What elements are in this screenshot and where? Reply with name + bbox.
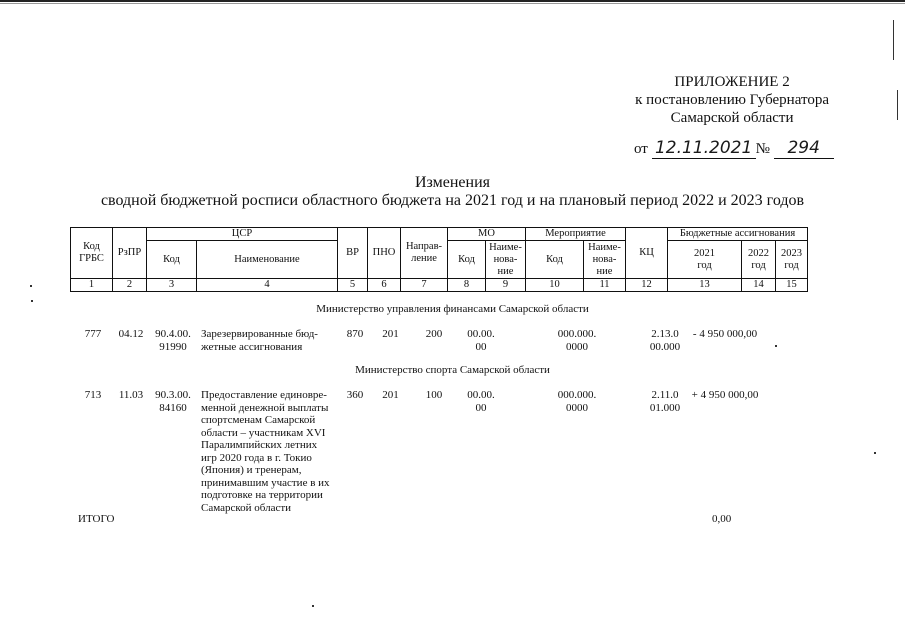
col-number: 7 bbox=[401, 279, 448, 292]
col-mo: МО bbox=[448, 228, 526, 241]
col-number: 8 bbox=[448, 279, 486, 292]
cell-pno: 201 bbox=[382, 389, 399, 401]
cell-vr: 870 bbox=[346, 328, 364, 340]
decree-date-line bbox=[634, 138, 834, 159]
cell-napravlenie: 200 bbox=[425, 328, 443, 340]
budget-table-header bbox=[70, 227, 808, 292]
cell-rzpr: 04.12 bbox=[118, 328, 144, 340]
handwritten-date: 12.11.2021 bbox=[652, 138, 756, 159]
col-mo-kod: Код bbox=[448, 241, 486, 279]
col-kc: КЦ bbox=[626, 228, 668, 279]
col-csr: ЦСР bbox=[147, 228, 338, 241]
scan-artifact bbox=[775, 345, 777, 347]
scan-artifact bbox=[874, 452, 876, 454]
col-2021: 2021 год bbox=[668, 241, 742, 279]
cell-2021: + 4 950 000,00 bbox=[691, 389, 759, 401]
cell-2021: - 4 950 000,00 bbox=[692, 328, 758, 340]
col-mo-name: Наиме- нова- ние bbox=[486, 241, 526, 279]
table-row bbox=[0, 328, 905, 358]
section-title-sport: Министерство спорта Самарской области bbox=[355, 364, 550, 376]
col-number: 11 bbox=[584, 279, 626, 292]
col-mer-name: Наиме- нова- ние bbox=[584, 241, 626, 279]
document-title: Изменения bbox=[414, 174, 491, 191]
col-2023: 2023 год bbox=[776, 241, 808, 279]
col-csr-kod: Код bbox=[147, 241, 197, 279]
col-2022: 2022 год bbox=[742, 241, 776, 279]
cell-name: Зарезервированные бюд- жетные ассигнования bbox=[201, 328, 318, 353]
col-meropriyatie: Мероприятие bbox=[526, 228, 626, 241]
appendix-title: ПРИЛОЖЕНИЕ 2 bbox=[674, 74, 790, 90]
section-title-finance: Министерство управления финансами Самарской области bbox=[316, 303, 589, 315]
col-rzpr: РзПР bbox=[113, 228, 147, 279]
col-number: 6 bbox=[368, 279, 401, 292]
col-number: 14 bbox=[742, 279, 776, 292]
col-pno: ПНО bbox=[368, 228, 401, 279]
date-prefix: от bbox=[634, 141, 648, 157]
cell-mer-kod: 000.000. 0000 bbox=[557, 389, 597, 414]
cell-napravlenie: 100 bbox=[425, 389, 443, 401]
cell-name: Предоставление единовре- менной денежной выплаты спортсменам Самарской области – участникам XVI Паралимпийских летних игр 2020 года в г. Токио (Япония) и тренерам, принимавшим участие в их подготовке на территории Самарской области bbox=[201, 389, 330, 514]
col-number: 5 bbox=[338, 279, 368, 292]
appendix-subtitle-2: Самарской области bbox=[670, 110, 794, 126]
document-subtitle: сводной бюджетной росписи областного бюджета на 2021 год и на плановый период 2022 и 2023 годов bbox=[100, 192, 805, 209]
scan-artifact bbox=[897, 90, 898, 120]
cell-grbs: 713 bbox=[84, 389, 102, 401]
scan-artifact bbox=[31, 300, 33, 302]
cell-vr: 360 bbox=[346, 389, 364, 401]
col-number: 9 bbox=[486, 279, 526, 292]
col-number: 15 bbox=[776, 279, 808, 292]
col-budget: Бюджетные ассигнования bbox=[668, 228, 808, 241]
cell-pno: 201 bbox=[382, 328, 399, 340]
cell-kc: 2.11.0 01.000 bbox=[649, 389, 681, 414]
col-mer-kod: Код bbox=[526, 241, 584, 279]
col-number: 13 bbox=[668, 279, 742, 292]
col-vr: ВР bbox=[338, 228, 368, 279]
cell-csr-kod: 90.3.00. 84160 bbox=[155, 389, 191, 414]
cell-grbs: 777 bbox=[84, 328, 102, 340]
cell-kc: 2.13.0 00.000 bbox=[649, 328, 681, 353]
cell-mer-kod: 000.000. 0000 bbox=[557, 328, 597, 353]
col-number: 2 bbox=[113, 279, 147, 292]
total-label: ИТОГО bbox=[78, 513, 115, 525]
cell-mo-kod: 00.00. 00 bbox=[467, 328, 495, 353]
col-number: 1 bbox=[71, 279, 113, 292]
col-kod-grbs: Код ГРБС bbox=[71, 228, 113, 279]
cell-mo-kod: 00.00. 00 bbox=[467, 389, 495, 414]
col-napravlenie: Направ- ление bbox=[401, 228, 448, 279]
col-number: 4 bbox=[197, 279, 338, 292]
total-2021: 0,00 bbox=[712, 513, 732, 525]
number-label: № bbox=[755, 141, 770, 157]
appendix-subtitle-1: к постановлению Губернатора bbox=[635, 92, 829, 108]
cell-csr-kod: 90.4.00. 91990 bbox=[155, 328, 191, 353]
col-number: 10 bbox=[526, 279, 584, 292]
scan-top-border-shadow bbox=[0, 3, 905, 4]
scan-artifact bbox=[312, 605, 314, 607]
handwritten-number: 294 bbox=[774, 138, 834, 159]
scan-artifact bbox=[30, 285, 32, 287]
col-number: 3 bbox=[147, 279, 197, 292]
appendix-header bbox=[635, 73, 829, 127]
scan-artifact bbox=[893, 20, 894, 60]
scan-top-border bbox=[0, 0, 905, 2]
cell-rzpr: 11.03 bbox=[118, 389, 144, 401]
col-csr-name: Наименование bbox=[197, 241, 338, 279]
col-number: 12 bbox=[626, 279, 668, 292]
table-row bbox=[0, 389, 905, 515]
